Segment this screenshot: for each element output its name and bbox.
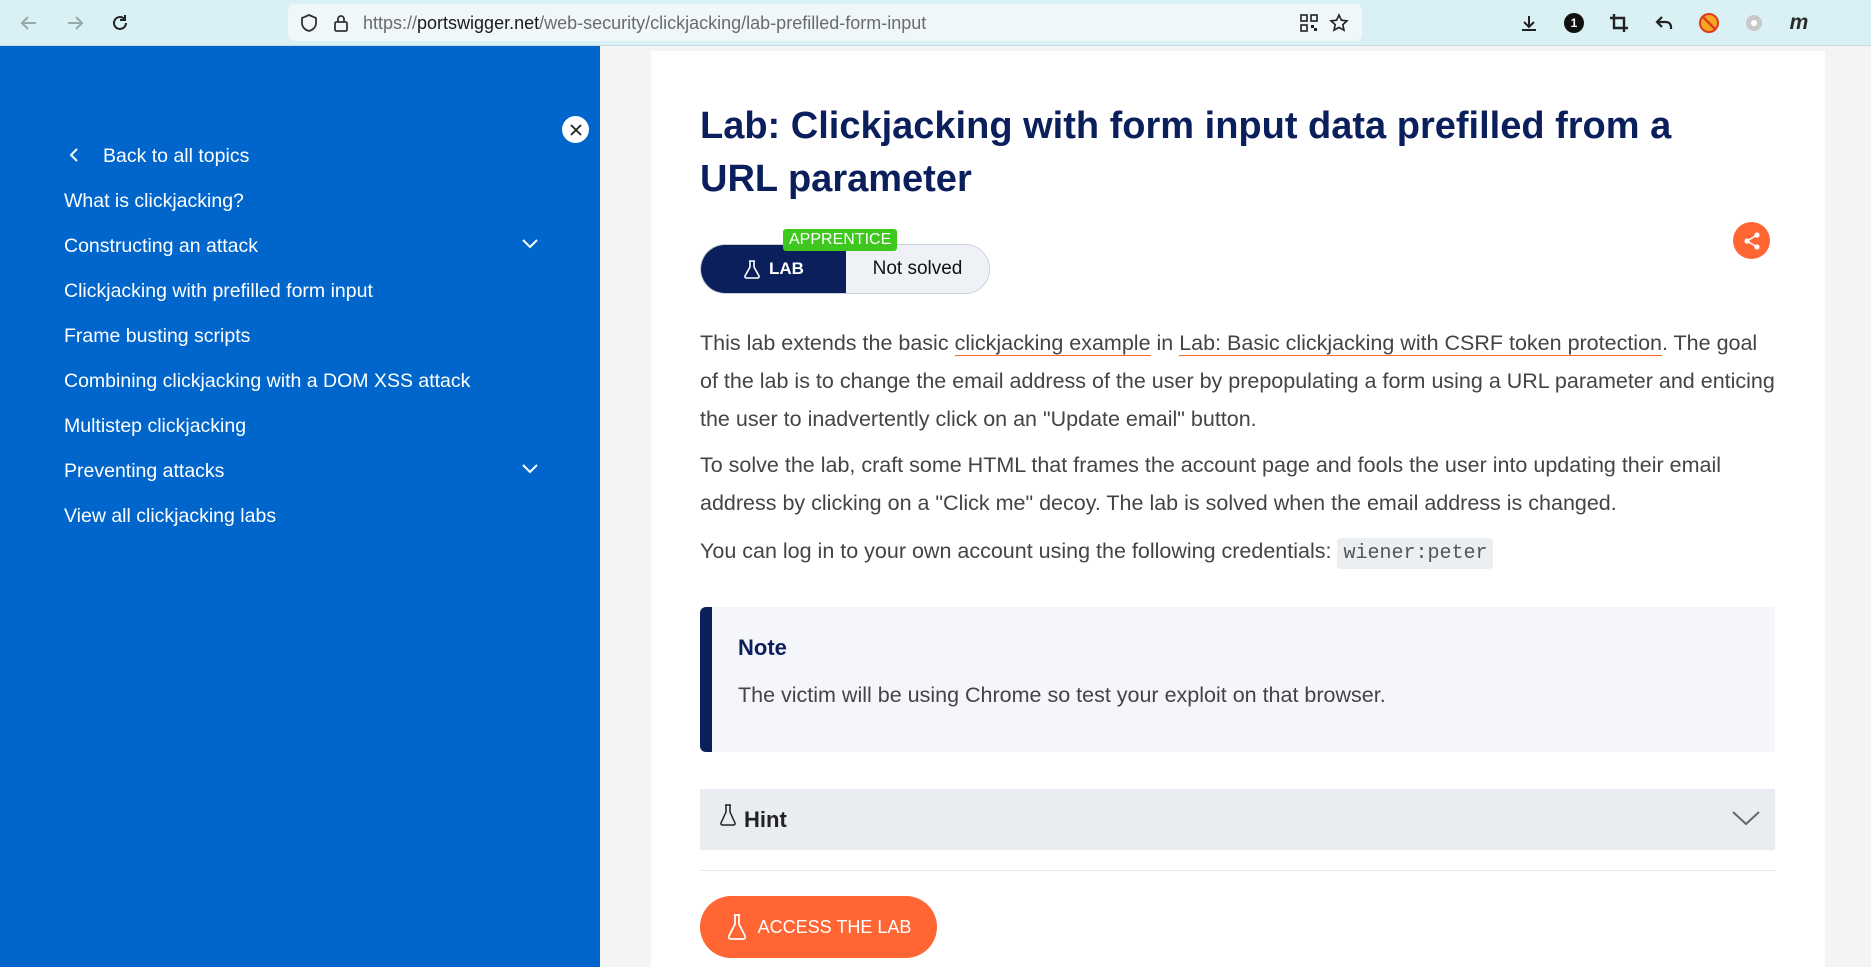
url-bar[interactable] [288,4,1362,41]
crop-icon[interactable] [1604,8,1634,38]
chevron-down-icon[interactable] [520,237,540,251]
sidebar-item-preventing[interactable]: Preventing attacks [64,460,225,482]
lab-status-pill [700,244,990,294]
sidebar [0,46,600,967]
sidebar-item-frame-busting[interactable]: Frame busting scripts [64,325,251,347]
sidebar-item-what-is-clickjacking[interactable]: What is clickjacking? [64,190,244,212]
description-paragraph-1 [700,324,1775,438]
extension-badge: 1 [1570,16,1578,30]
sidebar-item-multistep[interactable]: Multistep clickjacking [64,415,247,437]
divider [700,870,1775,871]
back-arrow-icon[interactable] [14,8,44,38]
chevron-down-icon [1731,809,1761,827]
lab-label [701,245,846,293]
lock-icon[interactable] [326,8,356,38]
clickjacking-example-link[interactable]: clickjacking example [954,331,1151,355]
lab-label-text: LAB [769,259,804,278]
qr-code-icon[interactable] [1294,8,1324,38]
close-sidebar-button[interactable] [562,116,589,143]
sidebar-item-dom-xss[interactable]: Combining clickjacking with a DOM XSS attack [64,370,471,392]
blocked-icon[interactable] [1694,8,1724,38]
note-title: Note [738,635,787,660]
access-lab-button[interactable] [700,896,937,958]
url-host: portswigger.net [417,13,540,33]
p1-text-a: This lab extends the basic [700,331,955,355]
note-box [700,607,1775,752]
url-text[interactable] [363,13,926,34]
chevron-down-icon[interactable] [520,462,540,476]
sidebar-item-view-all-labs[interactable]: View all clickjacking labs [64,505,277,527]
undo-icon[interactable] [1649,8,1679,38]
description-paragraph-2: To solve the lab, craft some HTML that frames the account page and fools the user into updating their email address by clicking on a "Click me" decoy. The lab is solved when the email address is changed. [700,453,1722,515]
extension-1-icon[interactable] [1559,8,1589,38]
basic-clickjacking-lab-link[interactable]: Lab: Basic clickjacking with CSRF token protection [1179,331,1662,355]
credentials-code: wiener:peter [1337,538,1493,569]
flask-icon [726,913,748,941]
flask-icon [718,803,738,827]
hint-label: Hint [744,807,787,832]
url-path: /web-security/clickjacking/lab-prefilled-form-input [539,13,927,33]
lab-status: Not solved [846,245,989,293]
extension-m-icon[interactable]: m [1789,11,1809,34]
forward-arrow-icon[interactable] [60,8,90,38]
description-paragraph-3 [700,532,1775,573]
page-title: Lab: Clickjacking with form input data prefilled from a URL parameter [700,105,1672,200]
back-to-topics-label: Back to all topics [103,145,250,167]
sidebar-item-constructing-attack[interactable]: Constructing an attack [64,235,259,257]
flask-icon [743,259,761,279]
shield-icon[interactable] [294,8,324,38]
access-lab-label: ACCESS THE LAB [757,916,912,937]
back-to-topics-link[interactable] [64,145,249,168]
sidebar-item-prefilled-form[interactable]: Clickjacking with prefilled form input [64,280,373,302]
chevron-left-icon [68,146,80,164]
p1-text-b: in [1150,331,1180,355]
p1-text-c: . The goal of the lab is to change the email address of the user by prepopulating a form using a URL parameter and enticing the user to inadvertently click on an "Update email" button. [700,331,1775,431]
level-badge: APPRENTICE [783,229,897,251]
url-prefix: https:// [363,13,418,33]
browser-toolbar [0,0,1871,46]
share-icon [1742,231,1762,251]
hint-accordion[interactable] [700,789,1775,850]
note-text: The victim will be using Chrome so test your exploit on that browser. [738,683,1386,707]
extension-gray-icon[interactable] [1739,8,1769,38]
credentials-intro: You can log in to your own account using the following credentials: [700,539,1338,563]
star-icon[interactable] [1324,8,1354,38]
close-icon [569,123,583,137]
reload-icon[interactable] [105,8,135,38]
share-button[interactable] [1733,222,1770,259]
download-icon[interactable] [1514,8,1544,38]
